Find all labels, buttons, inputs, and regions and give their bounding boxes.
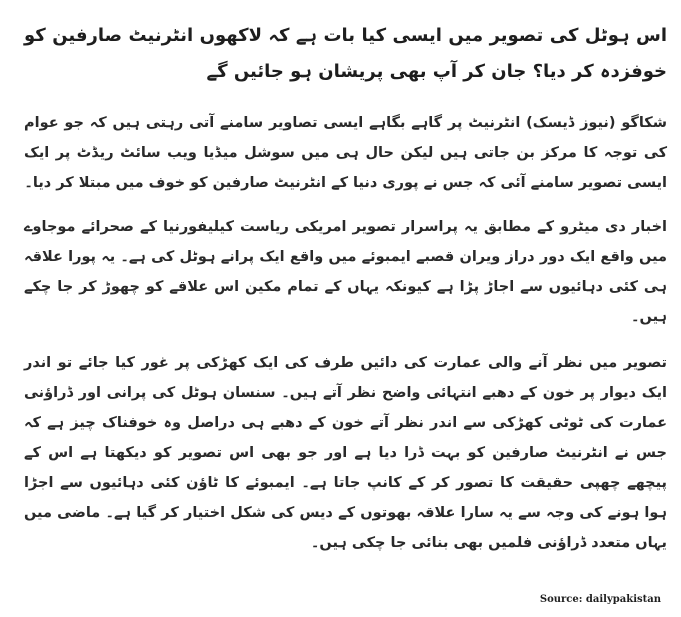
article-paragraph-intro: شکاگو (نیوز ڈیسک) انٹرنیٹ پر گاہے بگاہے ایسی تصاویر سامنے آتی رہتی ہیں کہ جو عوام کی توجہ کا مرکز بن جاتی ہیں لیکن حال ہی میں سوشل میڈیا ویب سائٹ ریڈٹ پر ایک ایسی تصویر سامنے آئی کہ جس نے پوری دنیا کے انٹرنیٹ صارفین کو خوف میں مبتلا کر دیا۔	[24, 115, 667, 191]
article-paragraph-location: اخبار دی میٹرو کے مطابق یہ پراسرار تصویر امریکی ریاست کیلیفورنیا کے صحرائے موجاوے میں واقع ایک دور دراز ویران قصبے ایمبوئے میں واقع ایک پرانے ہوٹل کی ہے۔ یہ پورا علاقہ ہی کئی دہائیوں سے اجاڑ پڑا ہے کیونکہ یہاں کے تمام مکین اس علاقے کو چھوڑ کر جا چکے ہیں۔	[24, 219, 667, 325]
article-headline: اس ہوٹل کی تصویر میں ایسی کیا بات ہے کہ لاکھوں انٹرنیٹ صارفین کو خوفزدہ کر دیا؟ جان کر آپ بھی پریشان ہو جائیں گے	[24, 25, 667, 82]
article-paragraph-details: تصویر میں نظر آنے والی عمارت کی دائیں طرف کی ایک کھڑکی پر غور کیا جائے تو اندر ایک دیوار پر خون کے دھبے انتہائی واضح نظر آتے ہیں۔ سنسان ہوٹل کی پرانی اور ڈراؤنی عمارت کی ٹوٹی کھڑکی سے اندر نظر آتے خون کے دھبے ہی دراصل وہ خوفناک چیز ہے کہ جس نے انٹرنیٹ صارفین کو بہت ڈرا دیا ہے اور جو بھی اس تصویر کو دیکھتا ہے اس کے پیچھے چھپی حقیقت کا تصور کر کے کانپ جاتا ہے۔ ایمبوئے کا ٹاؤن کئی دہائیوں سے اجڑا ہوا ہونے کی وجہ سے یہ سارا علاقہ بھوتوں کے دیس کی شکل اختیار کر گیا ہے۔ ماضی میں یہاں متعدد ڈراؤنی فلمیں بھی بنائی جا چکی ہیں۔	[24, 355, 667, 551]
source-credit: Source: dailypakistan	[539, 594, 661, 605]
article-body	[24, 18, 667, 558]
